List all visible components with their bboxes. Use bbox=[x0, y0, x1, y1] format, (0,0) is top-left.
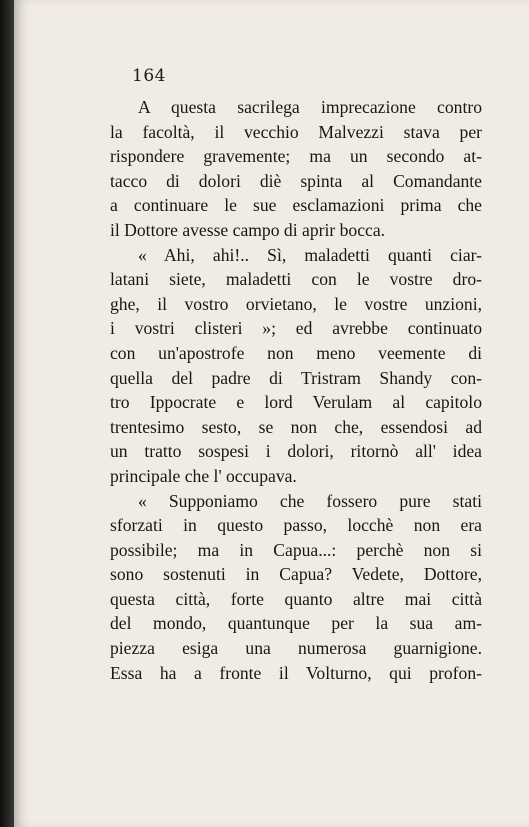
body-text bbox=[110, 95, 482, 685]
text-line: un tratto sospesi i dolori, ritornò all' idea bbox=[110, 441, 482, 462]
page-number: 164 bbox=[132, 66, 166, 86]
text-line: del mondo, quantunque per la sua am- bbox=[110, 613, 482, 634]
text-line: il Dottore avesse campo di aprir bocca. bbox=[110, 219, 386, 240]
text-line: questa città, forte quanto altre mai città bbox=[110, 588, 482, 609]
book-gutter bbox=[0, 0, 14, 827]
text-line: trentesimo sesto, se non che, essendosi ad bbox=[110, 416, 482, 437]
text-line: rispondere gravemente; ma un secondo at- bbox=[110, 146, 482, 167]
text-line: a continuare le sue esclamazioni prima che bbox=[110, 195, 482, 216]
text-line: latani siete, maladetti con le vostre dro- bbox=[110, 269, 482, 290]
text-line: con un'apostrofe non meno veemente di bbox=[110, 342, 482, 363]
text-line: quella del padre di Tristram Shandy con- bbox=[110, 367, 482, 388]
text-line: i vostri clisteri »; ed avrebbe continuato bbox=[110, 318, 482, 339]
text-line: tro Ippocrate e lord Verulam al capitolo bbox=[110, 392, 482, 413]
text-line: A questa sacrilega imprecazione contro bbox=[138, 97, 482, 117]
text-line: principale che l' occupava. bbox=[110, 465, 297, 486]
text-line: piezza esiga una numerosa guarnigione. bbox=[110, 638, 482, 659]
text-line: sforzati in questo passo, locchè non era bbox=[110, 515, 482, 536]
text-line: possibile; ma in Capua...: perchè non si bbox=[110, 539, 482, 560]
text-line: Essa ha a fronte il Volturno, qui profon- bbox=[110, 662, 482, 683]
text-line: tacco di dolori diè spinta al Comandante bbox=[110, 170, 482, 191]
text-line: « Ahi, ahi!.. Sì, maladetti quanti ciar- bbox=[138, 244, 482, 265]
text-line: « Supponiamo che fossero pure stati bbox=[138, 490, 482, 511]
text-line: ghe, il vostro orvietano, le vostre unzioni, bbox=[110, 293, 482, 314]
text-line: la facoltà, il vecchio Malvezzi stava per bbox=[110, 121, 482, 142]
text-line: sono sostenuti in Capua? Vedete, Dottore, bbox=[110, 564, 482, 585]
